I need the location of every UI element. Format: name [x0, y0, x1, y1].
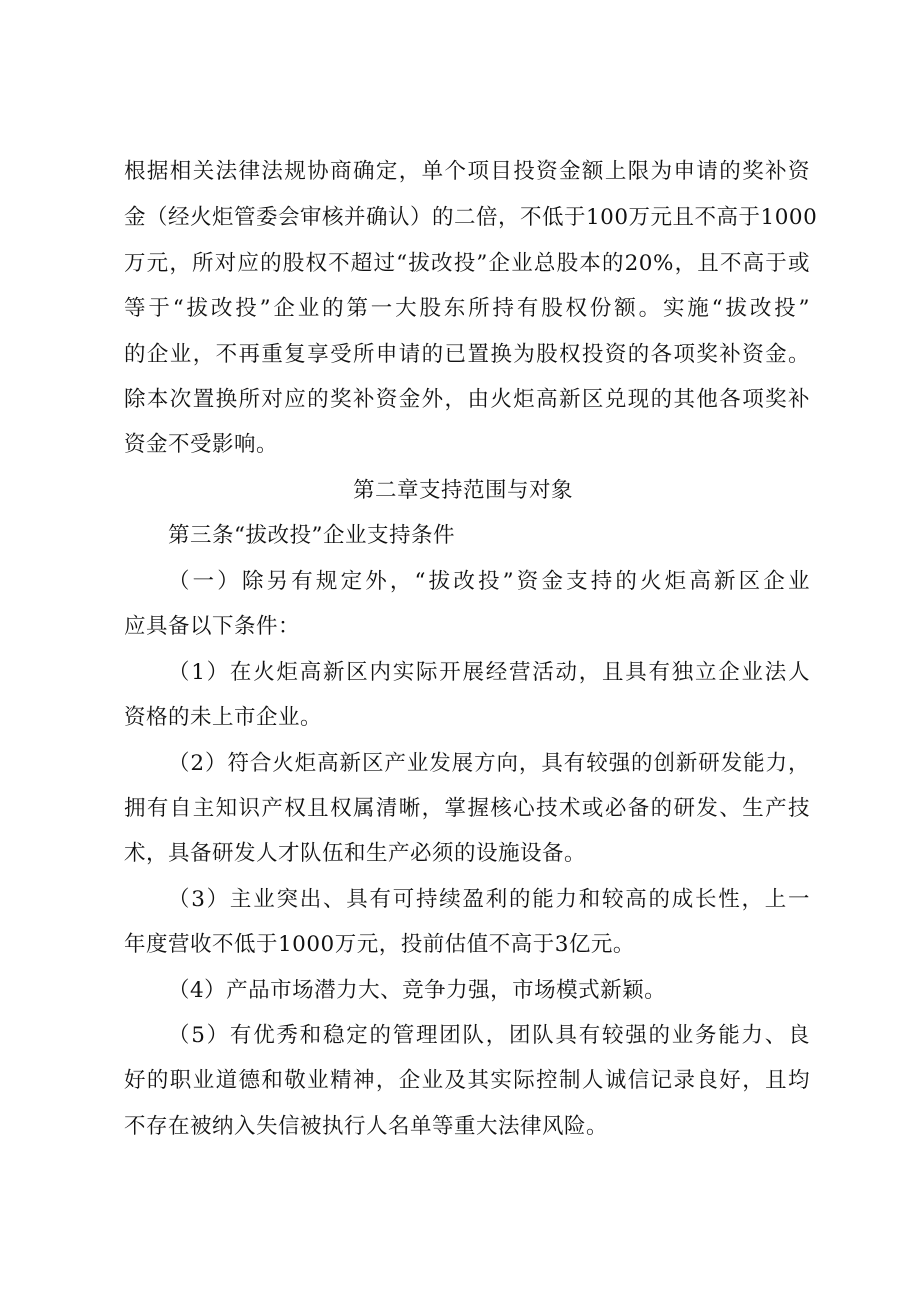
list-item-line: （2）符合火炬高新区产业发展方向，具有较强的创新研发能力， [168, 751, 810, 776]
list-item-line: 年度营收不低于1000万元，投前估值不高于3亿元。 [124, 932, 635, 957]
paragraph-line: 等于“拔改投”企业的第一大股东所持有股权份额。实施“拔改投” [124, 296, 810, 321]
paragraph-line: 金（经火炬管委会审核并确认）的二倍，不低于100万元且不高于1000 [124, 205, 818, 230]
paragraph-line: 万元，所对应的股权不超过“拔改投”企业总股本的20%，且不高于或 [124, 251, 810, 276]
list-item-line: 术，具备研发人才队伍和生产必须的设施设备。 [124, 841, 587, 866]
paragraph-line: 的企业，不再重复享受所申请的已置换为股权投资的各项奖补资金。 [124, 342, 810, 367]
paragraph-line: 除本次置换所对应的奖补资金外，由火炬高新区兑现的其他各项奖补 [124, 387, 810, 412]
list-item-line: 资格的未上市企业。 [124, 705, 323, 730]
paragraph-line: 根据相关法律法规协商确定，单个项目投资金额上限为申请的奖补资 [124, 159, 810, 184]
list-item-line: （3）主业突出、具有可持续盈利的能力和较高的成长性，上一 [168, 887, 810, 912]
list-item-line: （1）在火炬高新区内实际开展经营活动，且具有独立企业法人 [168, 660, 810, 685]
chapter-heading: 第二章支持范围与对象 [353, 478, 574, 503]
paragraph-line: 资金不受影响。 [124, 432, 279, 457]
list-item-line: 不存在被纳入失信被执行人名单等重大法律风险。 [124, 1114, 609, 1139]
list-item-line: （5）有优秀和稳定的管理团队，团队具有较强的业务能力、良 [168, 1023, 810, 1048]
clause-line: 应具备以下条件： [124, 614, 301, 639]
article-heading: 第三条“拔改投”企业支持条件 [168, 523, 455, 548]
list-item-line: 好的职业道德和敬业精神，企业及其实际控制人诚信记录良好，且均 [124, 1068, 810, 1093]
list-item-line: （4）产品市场潜力大、竞争力强，市场模式新颖。 [168, 978, 667, 1003]
list-item-line: 拥有自主知识产权且权属清晰，掌握核心技术或必备的研发、生产技 [124, 796, 810, 821]
clause-line: （一）除另有规定外，“拔改投”资金支持的火炬高新区企业 [168, 569, 810, 594]
